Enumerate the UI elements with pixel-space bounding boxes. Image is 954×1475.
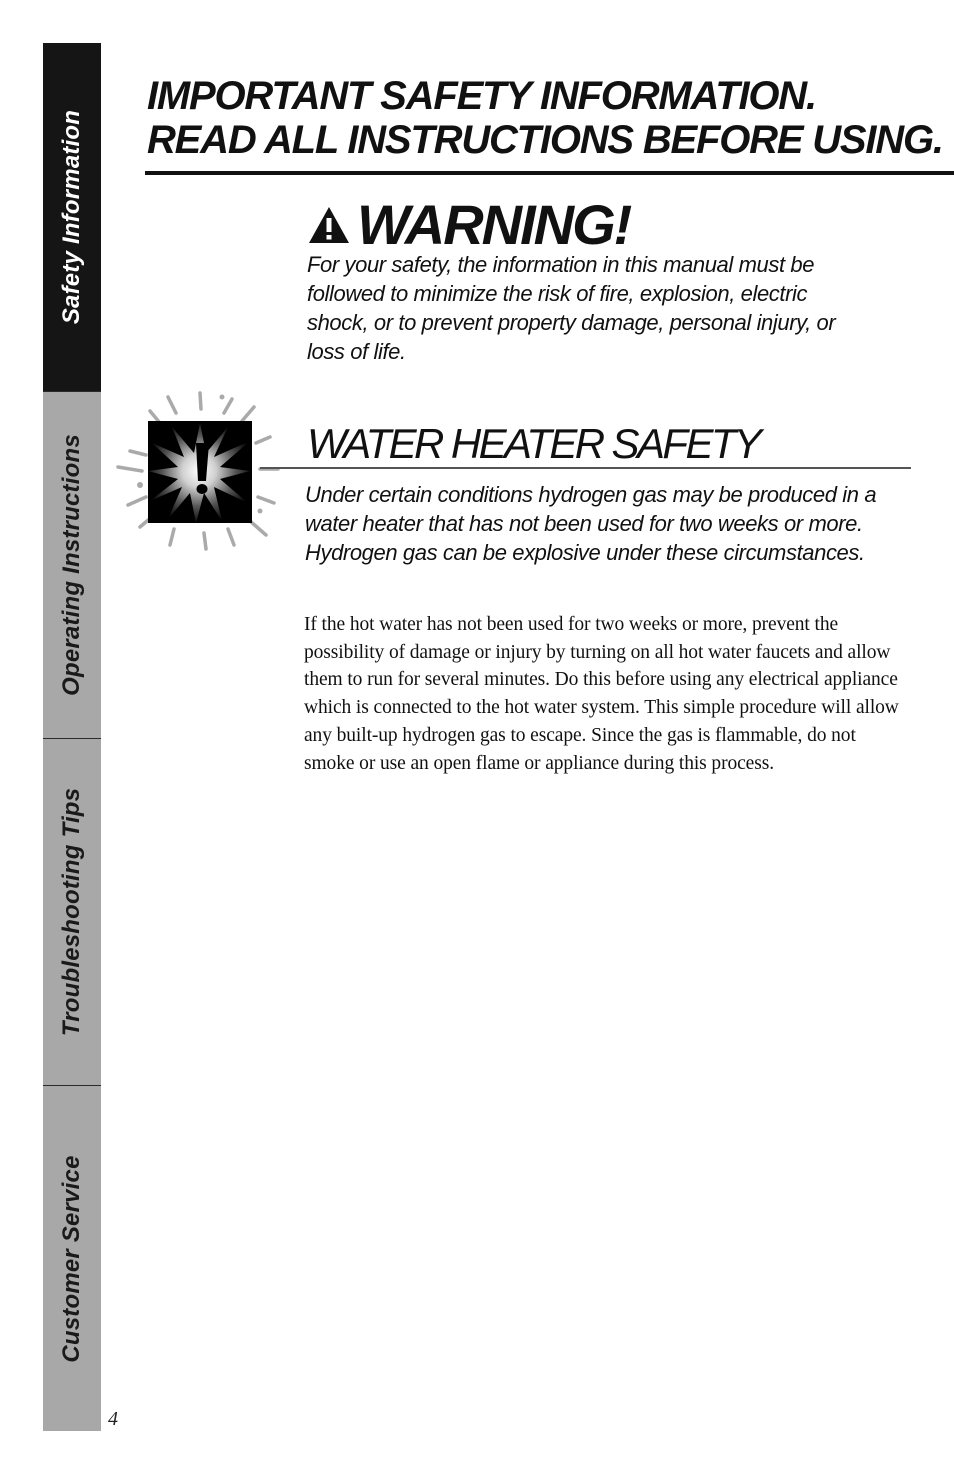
warning-title: WARNING! (357, 193, 631, 256)
tab-safety-information[interactable] (43, 43, 101, 391)
page-heading-line-2: READ ALL INSTRUCTIONS BEFORE USING. (147, 118, 943, 162)
page-heading (147, 74, 943, 162)
warning-title-row (307, 194, 630, 256)
tab-operating-instructions[interactable] (43, 391, 101, 738)
tab-customer-service[interactable] (43, 1085, 101, 1431)
tab-safety-information-label: Safety Information (58, 109, 85, 325)
section-intro: Under certain conditions hydrogen gas may be produced in a water heater that has not been used for two weeks or more. Hydrogen gas can be explosive under these circumstances. (305, 482, 877, 565)
header-divider (145, 171, 954, 175)
page-heading-line-1: IMPORTANT SAFETY INFORMATION. (147, 74, 816, 118)
section-body: If the hot water has not been used for two weeks or more, prevent the possibility of damage or injury by turning on all hot water faucets and allow them to run for several minutes. Do this before using any electrical appliance which is connected to the hot water system. This simple procedure will allow any built-up hydrogen gas to escape. Since the gas is flammable, do not smoke or use an open flame or appliance during this process. (304, 614, 899, 774)
tab-troubleshooting-tips[interactable] (43, 738, 101, 1085)
section-divider (260, 467, 911, 469)
warning-triangle-icon (307, 205, 351, 245)
warning-body: For your safety, the information in this manual must be followed to minimize the risk of fire, explosion, electric shock, or to prevent property damage, personal injury, or loss of life. (307, 252, 836, 364)
tab-operating-instructions-label: Operating Instructions (58, 434, 85, 696)
tab-troubleshooting-tips-label: Troubleshooting Tips (58, 787, 85, 1037)
tab-customer-service-label: Customer Service (58, 1154, 85, 1363)
exclamation-burst-icon (110, 385, 285, 555)
side-tab-nav (43, 43, 101, 1431)
section-title-water-heater-safety: WATER HEATER SAFETY (307, 420, 760, 467)
page-number: 4 (108, 1408, 118, 1430)
